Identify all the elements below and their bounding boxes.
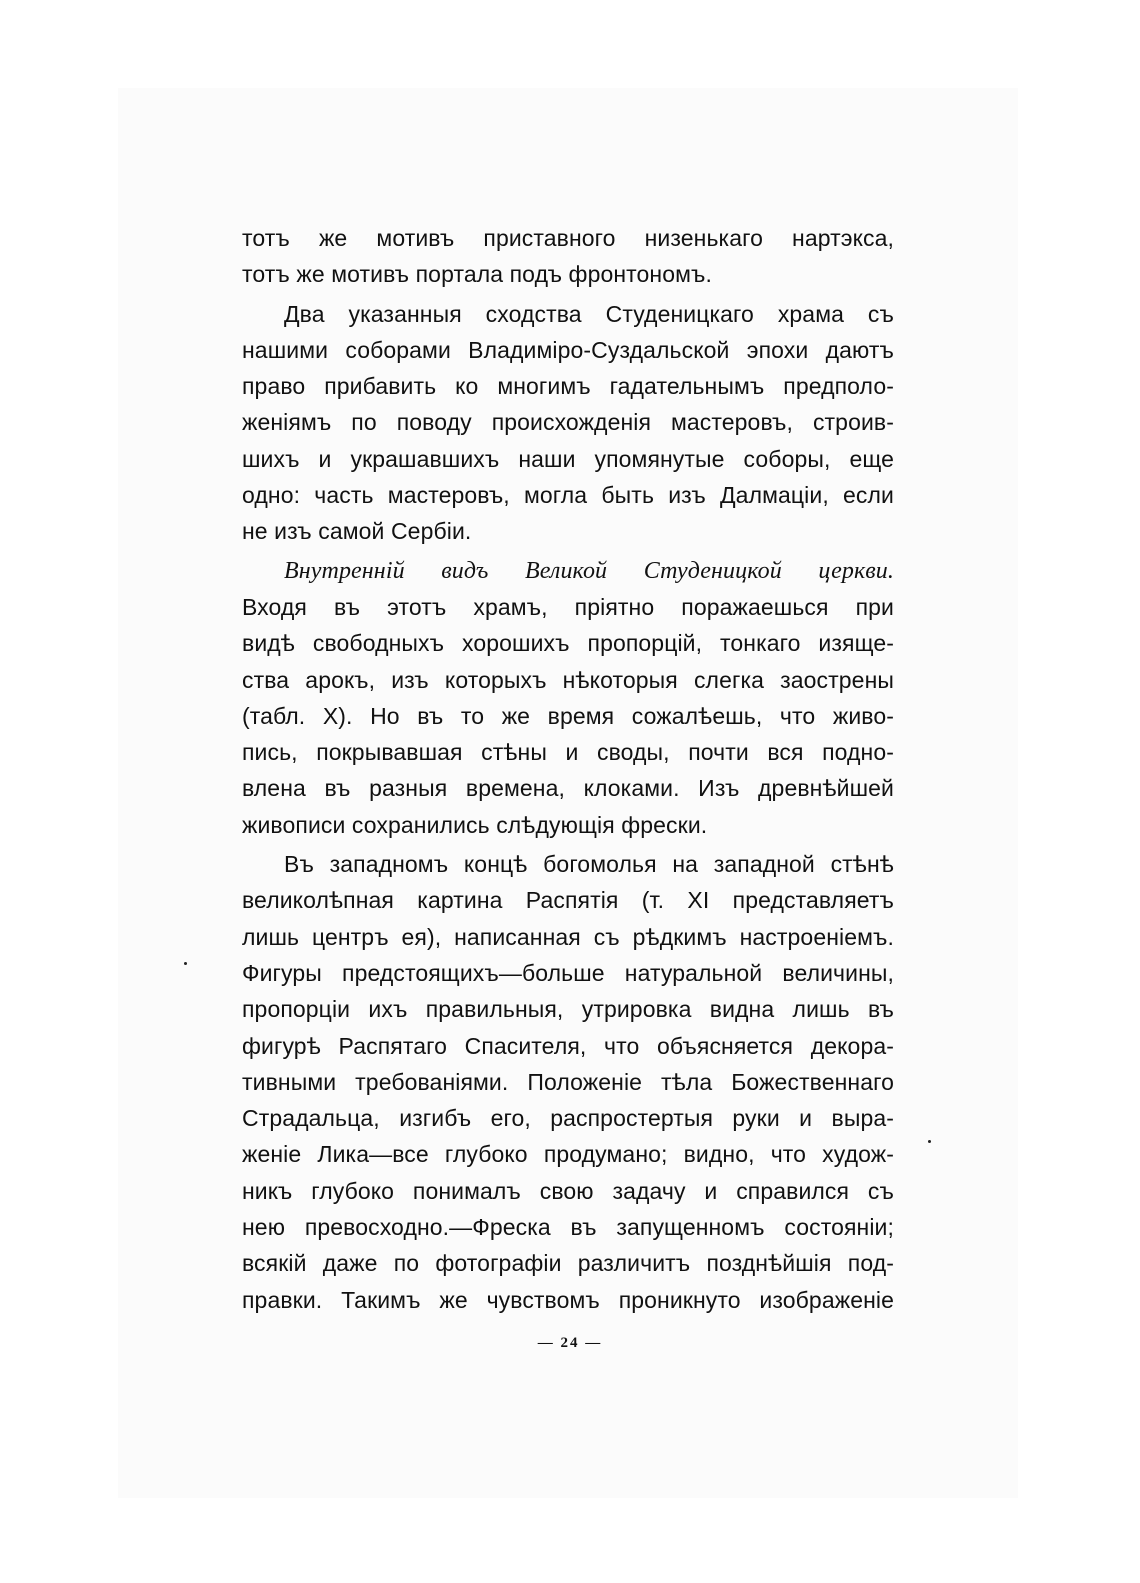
text-line: не изъ самой Сербіи. (242, 518, 472, 545)
body-text (242, 220, 894, 1318)
text-line: тотъ же мотивъ портала подъ фронтономъ. (242, 261, 712, 288)
text-line: нею превосходно.—Фреска въ запущенномъ состояніи; (242, 1214, 894, 1241)
text-line: пропорціи ихъ правильныя, утрировка видна лишь въ (242, 996, 894, 1023)
text-line: Въ западномъ концѣ богомолья на западной стѣнѣ (284, 851, 894, 878)
text-line: шихъ и украшавшихъ наши упомянутые соборы, еще (242, 445, 894, 472)
text-line: фигурѣ Распятаго Спасителя, что объясняется декора- (242, 1032, 894, 1059)
text-line: лишь центръ ея), написанная съ рѣдкимъ настроеніемъ. (242, 923, 894, 950)
text-line: правки. Такимъ же чувствомъ проникнуто изображеніе (242, 1286, 894, 1313)
scan-speck (184, 962, 187, 965)
text-line: пись, покрывавшая стѣны и своды, почти вся подно- (242, 739, 894, 766)
page-number: — 24 — (537, 1335, 603, 1351)
text-line: Два указанныя сходства Студеницкаго храма съ (284, 300, 894, 327)
text-line: Фигуры предстоящихъ—больше натуральной величины, (242, 959, 894, 986)
text-line: видѣ свободныхъ хорошихъ пропорцій, тонкаго изяще- (242, 630, 894, 657)
text-line: нашими соборами Владиміро-Суздальской эпохи даютъ (242, 336, 894, 363)
text-line: тотъ же мотивъ приставного низенькаго нартэкса, (242, 225, 894, 251)
text-line: великолѣпная картина Распятія (т. XI представляетъ (242, 887, 894, 914)
text-line: женіямъ по поводу происхожденія мастеровъ, строив- (242, 409, 894, 436)
text-line: одно: часть мастеровъ, могла быть изъ Далмаціи, если (242, 482, 894, 509)
text-line: тивными требованіями. Положеніе тѣла Божественнаго (242, 1068, 894, 1095)
text-line: женіе Лика—все глубоко продумано; видно, что худож- (242, 1141, 894, 1168)
text-line: Входя въ этотъ храмъ, пріятно поражаешься при (242, 593, 894, 620)
text-line: ства арокъ, изъ которыхъ нѣкоторыя слегка заострены (242, 666, 894, 693)
text-line: право прибавить ко многимъ гадательнымъ предполо- (242, 373, 894, 400)
scan-speck (928, 1140, 931, 1143)
text-line: всякій даже по фотографіи различитъ позднѣйшія под- (242, 1250, 894, 1277)
text-line: влена въ разныя времена, клоками. Изъ древнѣйшей (242, 775, 894, 802)
text-line: живописи сохранились слѣдующія фрески. (242, 811, 708, 838)
text-line: (табл. X). Но въ то же время сожалѣешь, что живо- (242, 702, 894, 729)
text-line: Страдальца, изгибъ его, распростертыя руки и выра- (242, 1105, 894, 1132)
section-heading: Внутренній видъ Великой Студеницкой церкви. (284, 557, 894, 584)
text-line: никъ глубоко понималъ свою задачу и справился съ (242, 1177, 894, 1204)
